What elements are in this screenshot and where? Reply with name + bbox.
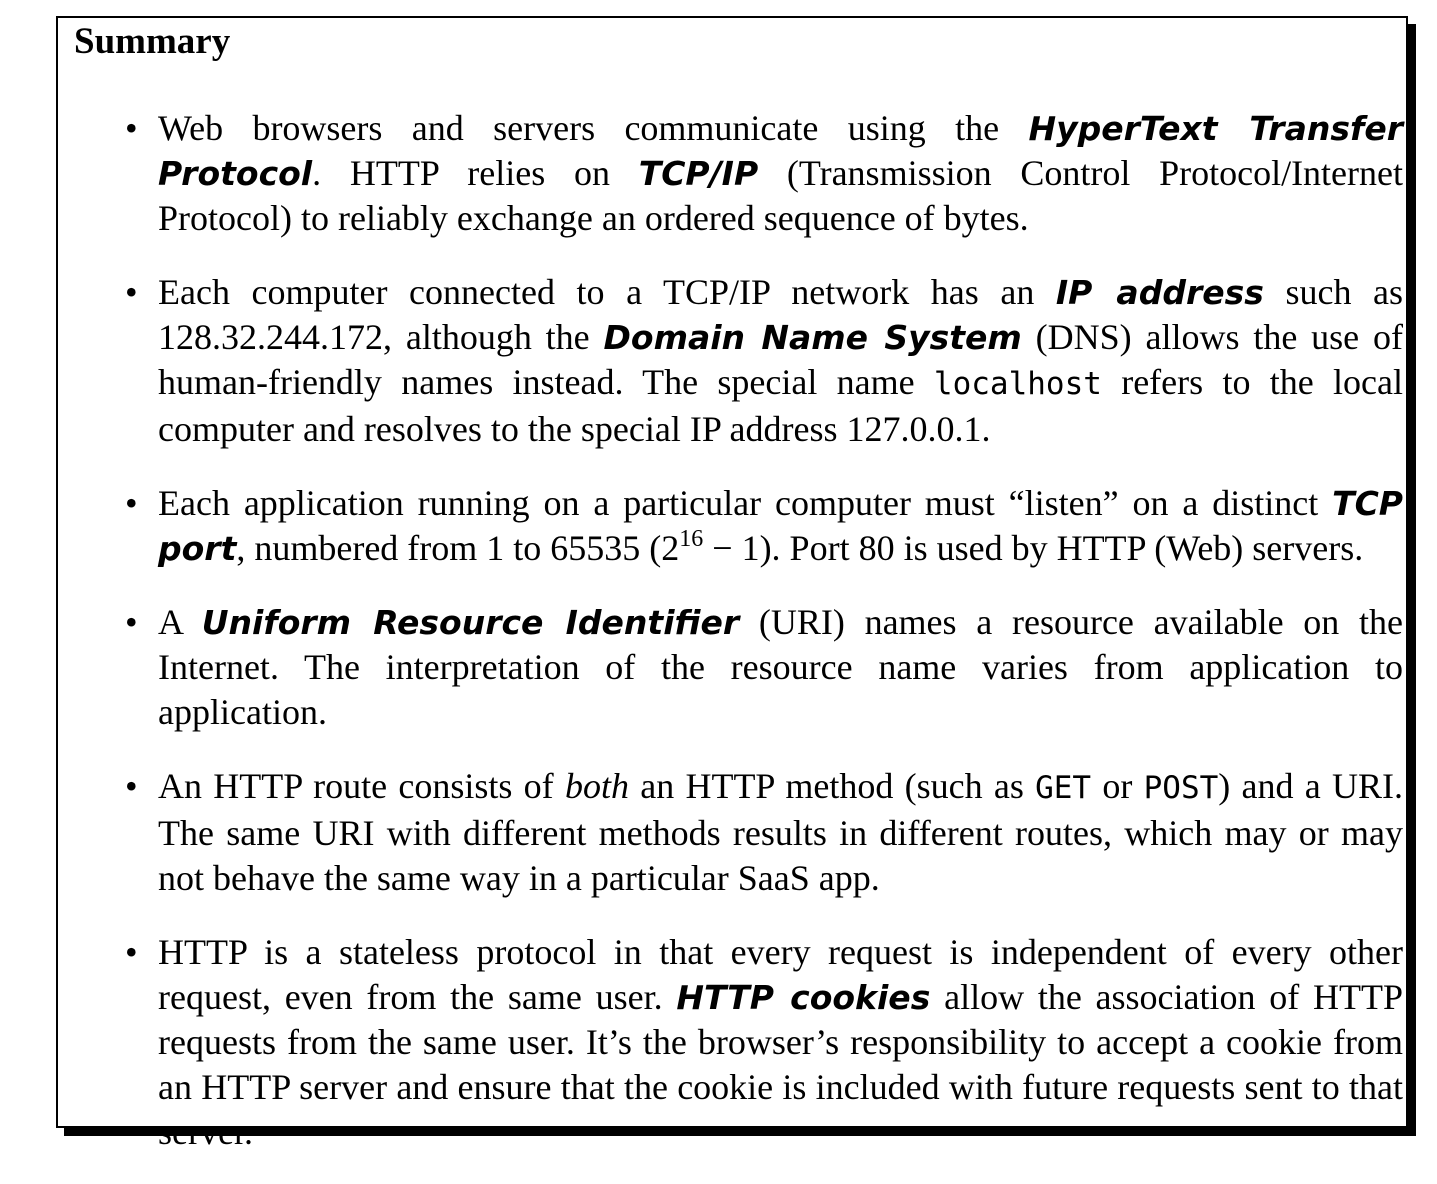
list-item bbox=[125, 270, 1404, 452]
list-item bbox=[125, 106, 1404, 241]
list-item bbox=[125, 600, 1403, 735]
emphasis: both bbox=[564, 766, 629, 806]
list-item bbox=[125, 764, 1404, 901]
item-text: An HTTP route consists of bbox=[158, 766, 565, 806]
item-text: (URI) names a resource available on the Internet. The interpretation of the resource name varies from application to application. bbox=[158, 602, 1403, 732]
item-text: − 1). Port 80 is used by HTTP (Web) servers. bbox=[703, 528, 1364, 568]
keyword: IP address bbox=[1055, 273, 1264, 312]
bullet-icon: • bbox=[125, 483, 138, 523]
summary-list bbox=[125, 106, 1404, 1184]
item-text: . HTTP relies on bbox=[312, 153, 639, 193]
item-text: refers to the local computer and resolves to the special IP address 127.0.0.1. bbox=[158, 362, 1403, 449]
bullet-icon: • bbox=[125, 932, 138, 972]
keyword: Domain Name System bbox=[603, 318, 1022, 357]
summary-title: Summary bbox=[74, 21, 231, 62]
list-item bbox=[125, 481, 1403, 571]
item-text: or bbox=[1091, 766, 1144, 806]
item-text: HTTP is a stateless protocol in that every request is independent of every other request, even from the same user. bbox=[158, 932, 1403, 1017]
keyword: HTTP cookies bbox=[676, 978, 931, 1017]
code-term: GET bbox=[1035, 770, 1092, 806]
item-text: an HTTP method (such as bbox=[628, 766, 1036, 806]
item-text: such as 128.32.244.172, although the bbox=[158, 272, 1404, 357]
summary-box bbox=[56, 16, 1408, 1152]
code-term: POST bbox=[1143, 770, 1219, 806]
keyword: TCP/IP bbox=[638, 154, 759, 193]
code-term: localhost bbox=[933, 366, 1102, 402]
item-text: Web browsers and servers communicate using the bbox=[158, 108, 1029, 148]
item-text: A bbox=[158, 602, 202, 642]
bullet-icon: • bbox=[125, 602, 138, 642]
item-text: Each application running on a particular computer must “listen” on a distinct bbox=[158, 483, 1333, 523]
keyword: Uniform Resource Identifier bbox=[201, 603, 740, 642]
exponent: 16 bbox=[679, 526, 704, 552]
keyword: TCP port bbox=[158, 484, 1403, 568]
item-text: Each computer connected to a TCP/IP network has an bbox=[158, 272, 1056, 312]
bullet-icon: • bbox=[125, 272, 138, 312]
item-text: allow the association of HTTP requests from the same user. It’s the browser’s responsibility to accept a cookie from an HTTP server and ensure that the cookie is included with future requests sent to that server. bbox=[158, 977, 1403, 1152]
list-item bbox=[125, 930, 1403, 1155]
item-text: , numbered from 1 to 65535 (2 bbox=[236, 528, 680, 568]
bullet-icon: • bbox=[125, 108, 138, 148]
item-text: ) and a URI. The same URI with different methods results in different routes, which may or may not behave the same way in a particular SaaS app. bbox=[158, 766, 1404, 898]
item-text: (Transmission Control Protocol/Internet Protocol) to reliably exchange an ordered sequence of bytes. bbox=[158, 153, 1404, 238]
keyword: HyperText Transfer Protocol bbox=[158, 109, 1403, 193]
item-text: (DNS) allows the use of human-friendly names instead. The special name bbox=[158, 317, 1403, 402]
bullet-icon: • bbox=[125, 766, 138, 806]
